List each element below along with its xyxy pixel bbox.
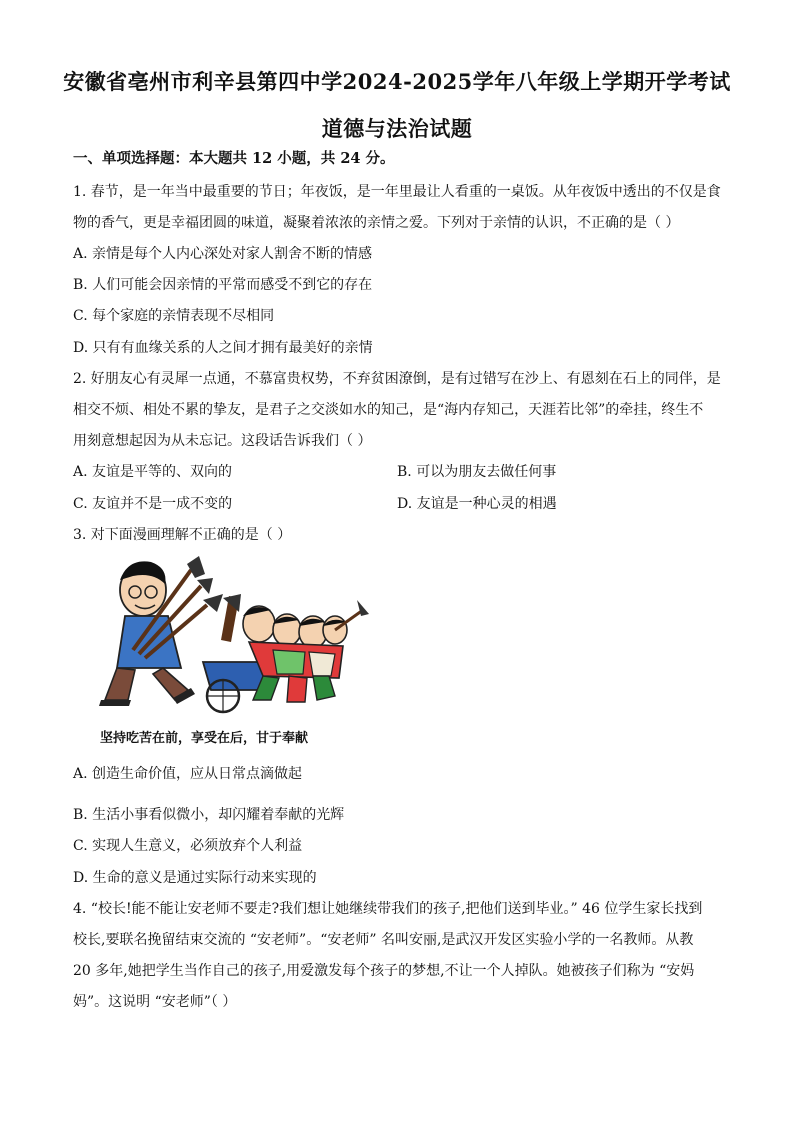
q3-stem: 3. 对下面漫画理解不正确的是（ ） (73, 527, 292, 543)
q1-option-c: C. 每个家庭的亲情表现不尽相同 (73, 308, 275, 324)
q2-option-d: D. 友谊是一种心灵的相遇 (397, 496, 557, 512)
q1-option-d: D. 只有有血缘关系的人之间才拥有最美好的亲情 (73, 340, 373, 356)
section-heading: 一、单项选择题：本大题共 12 小题，共 24 分。 (73, 150, 395, 167)
q1-option-b: B. 人们可能会因亲情的平常而感受不到它的存在 (73, 277, 373, 293)
q4-stem-line: 4. “校长!能不能让安老师不要走?我们想让她继续带我们的孩子,把他们送到毕业。” 46 位学生家长找到 (73, 901, 703, 917)
q4-stem-line: 校长,要联名挽留结束交流的 “安老师”。“安老师” 名叫安丽,是武汉开发区实验小学的一名教师。从教 (73, 932, 694, 948)
q3-option-d: D. 生命的意义是通过实际行动来实现的 (73, 870, 317, 886)
q2-stem-line: 2. 好朋友心有灵犀一点通，不慕富贵权势，不弃贫困潦倒，是有过错写在沙上、有恩刻在石上的同伴，是 (73, 371, 721, 387)
exam-title-line1: 安徽省亳州市利辛县第四中学2024-2025学年八年级上学期开学考试 (63, 69, 731, 94)
q1-stem-line: 1. 春节，是一年当中最重要的节日；年夜饭，是一年里最让人看重的一桌饭。从年夜饭中透出的不仅是食 (73, 184, 721, 200)
q2-option-c: C. 友谊并不是一成不变的 (73, 496, 233, 512)
q2-option-b: B. 可以为朋友去做任何事 (397, 464, 557, 480)
q4-stem-line: 20 多年,她把学生当作自己的孩子,用爱激发每个孩子的梦想,不让一个人掉队。她被孩子们称为 “安妈 (73, 963, 695, 979)
q3-option-b: B. 生活小事看似微小，却闪耀着奉献的光辉 (73, 807, 345, 823)
q4-stem-line: 妈”。这说明 “安老师”（ ） (73, 994, 237, 1010)
comic-caption: 坚持吃苦在前，享受在后，甘于奉献 (100, 731, 309, 746)
pushing-group (243, 600, 369, 702)
q1-option-a: A. 亲情是每个人内心深处对家人割舍不断的情感 (73, 246, 373, 262)
q2-option-a: A. 友谊是平等的、双向的 (73, 464, 233, 480)
q3-option-a: A. 创造生命价值，应从日常点滴做起 (73, 766, 303, 782)
exam-title-line2: 道德与法治试题 (321, 116, 473, 141)
q1-stem-line: 物的香气，更是幸福团圆的味道，凝聚着浓浓的亲情之爱。下列对于亲情的认识，不正确的是（ ） (73, 215, 680, 231)
q2-stem-line: 相交不烦、相处不累的挚友，是君子之交淡如水的知己，是“海内存知己，天涯若比邻”的牵挂，终生不 (73, 402, 704, 418)
comic-illustration (73, 550, 370, 746)
q2-stem-line: 用刻意想起因为从未忘记。这段话告诉我们（ ） (73, 433, 372, 449)
q3-option-c: C. 实现人生意义，必须放弃个人利益 (73, 838, 303, 854)
